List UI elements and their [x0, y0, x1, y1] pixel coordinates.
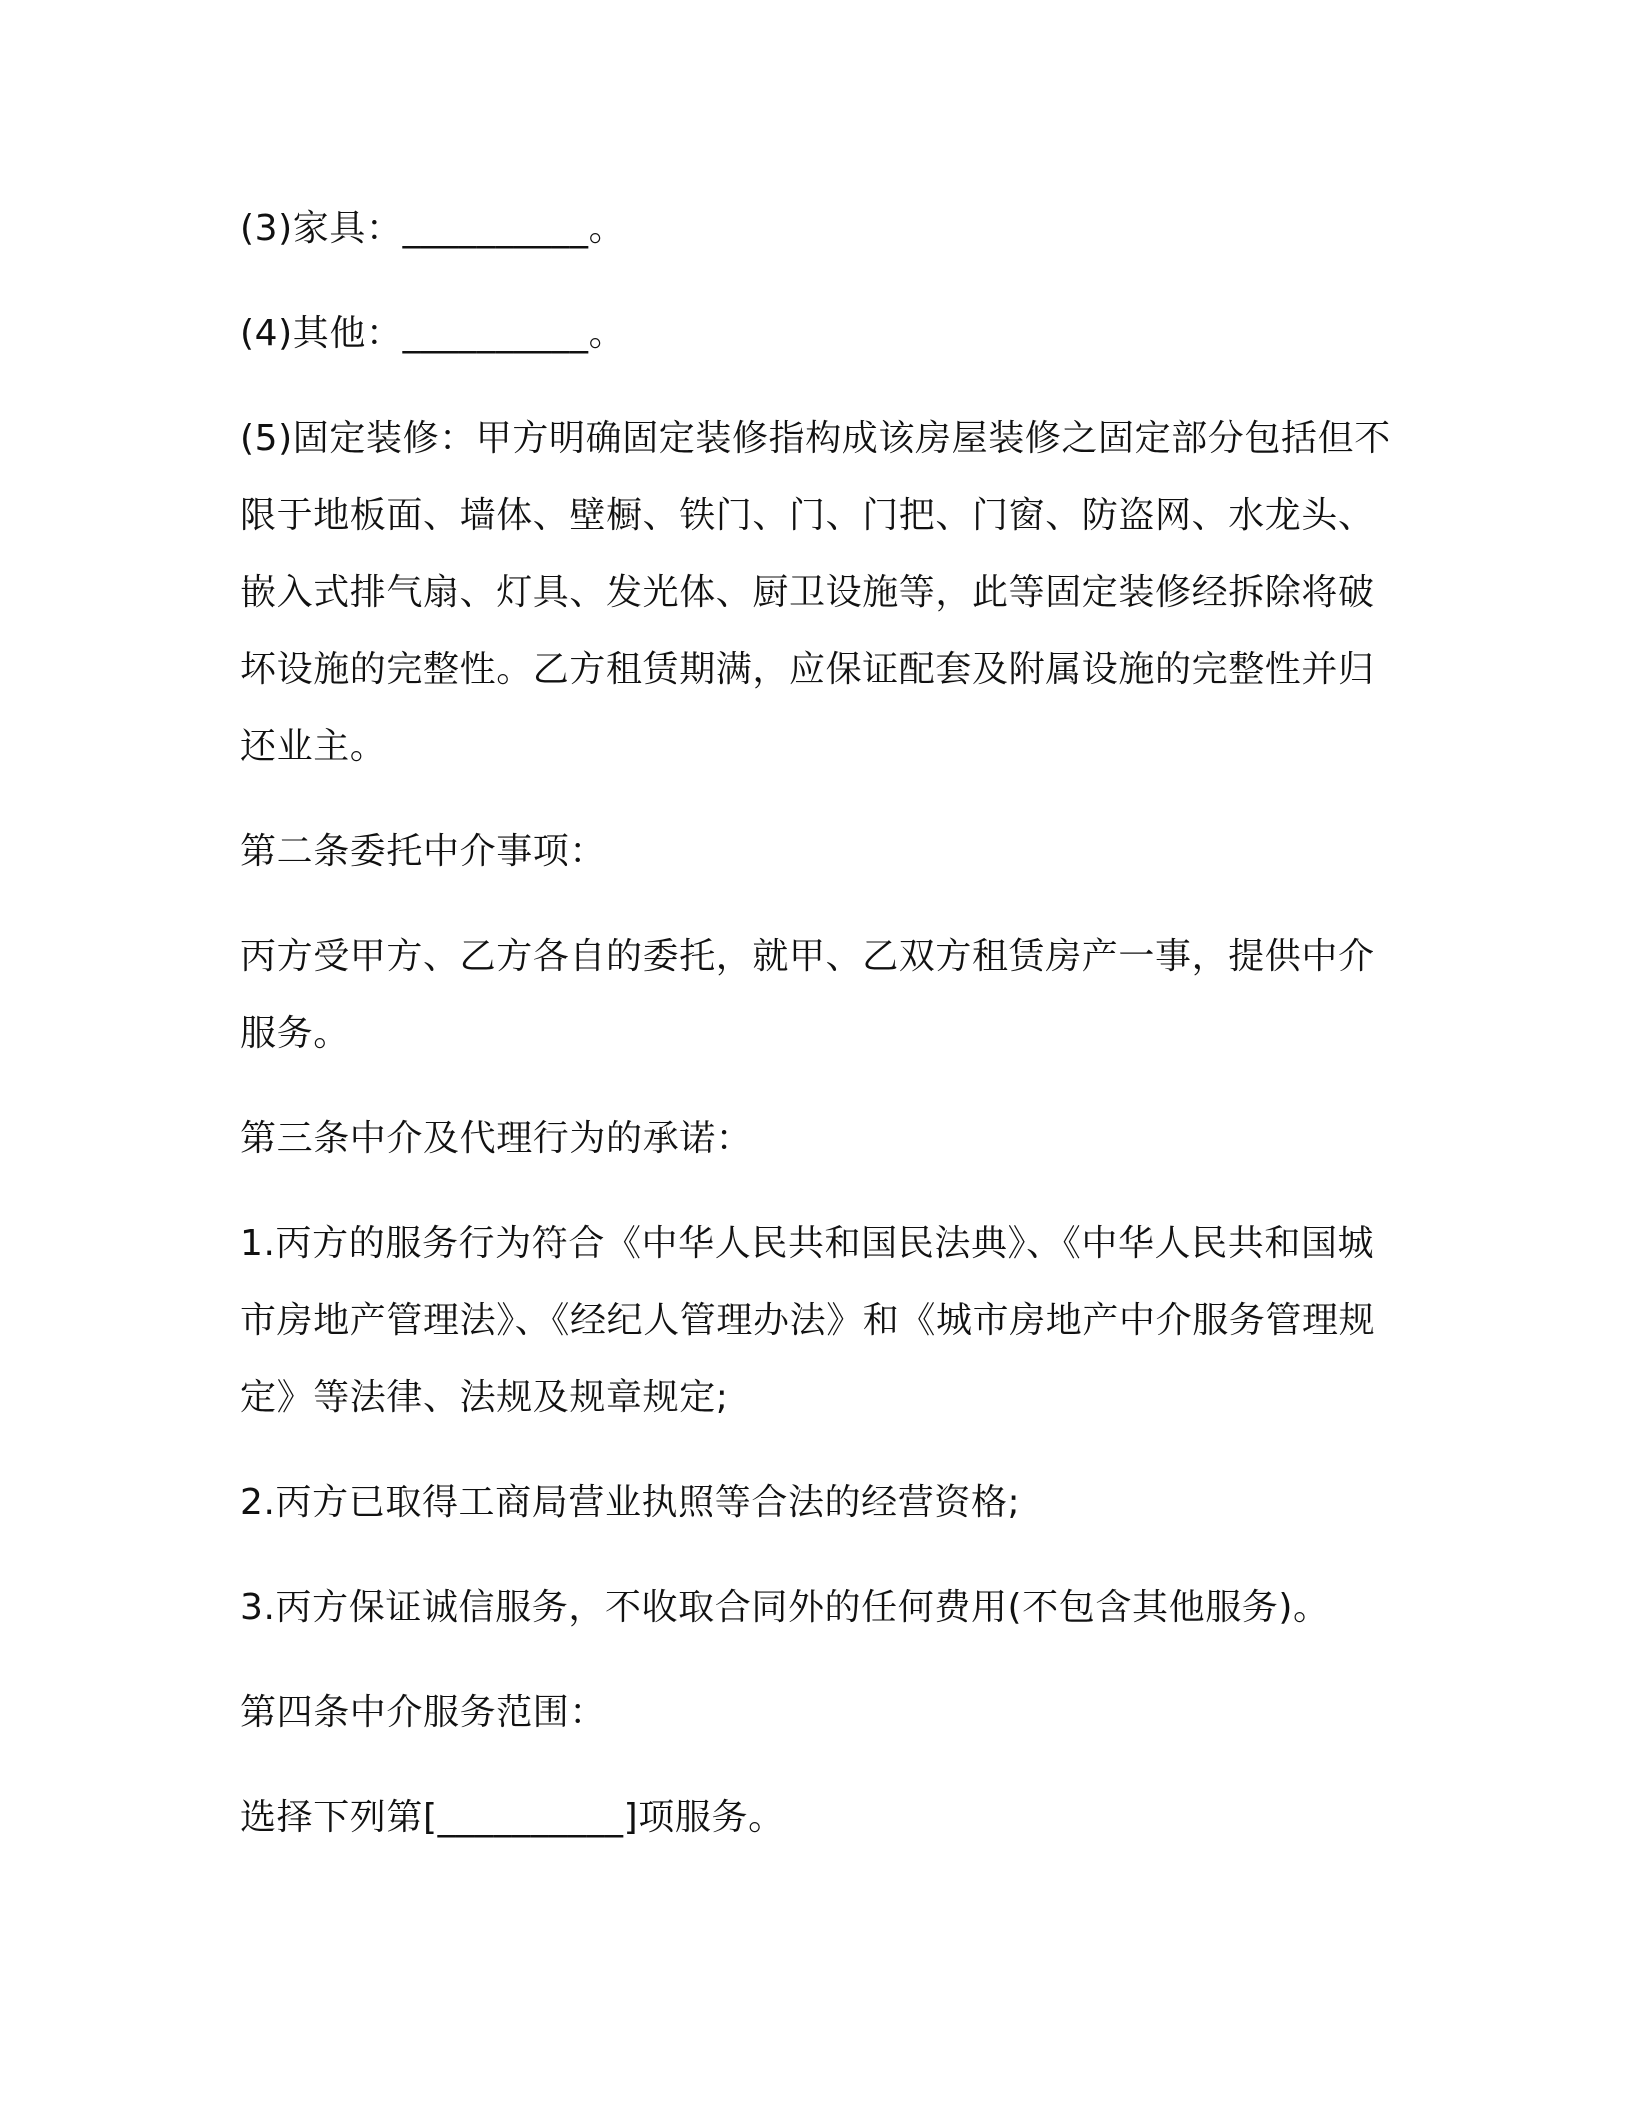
article-3-item-3: 3.丙方保证诚信服务，不收取合同外的任何费用(不包含其他服务)。 [240, 1587, 1330, 1628]
article-3-item-1: 1.丙方的服务行为符合《中华人民共和国民法典》、《中华人民共和国城市房地产管理法》、《经纪人管理办法》和《城市房地产中介服务管理规定》等法律、法规及规章规定; [240, 1223, 1376, 1418]
item-furniture: (3)家具：__________。 [240, 208, 626, 249]
article-3-heading: 第三条中介及代理行为的承诺： [240, 1118, 753, 1159]
item-fixed-decoration: (5)固定装修：甲方明确固定装修指构成该房屋装修之固定部分包括但不限于地板面、墙体、壁橱、铁门、门、门把、门窗、防盗网、水龙头、嵌入式排气扇、灯具、发光体、厨卫设施等，此等固定装修经拆除将破坏设施的完整性。乙方租赁期满，应保证配套及附属设施的完整性并归还业主。 [240, 418, 1391, 767]
article-3-item-2: 2.丙方已取得工商局营业执照等合法的经营资格; [240, 1482, 1021, 1523]
article-2-body: 丙方受甲方、乙方各自的委托，就甲、乙双方租赁房产一事，提供中介服务。 [240, 936, 1375, 1054]
article-4-heading: 第四条中介服务范围： [240, 1692, 607, 1733]
article-2-heading: 第二条委托中介事项： [240, 831, 607, 872]
document-page [240, 190, 1400, 1856]
article-4-body: 选择下列第[__________]项服务。 [240, 1797, 785, 1838]
item-other: (4)其他：__________。 [240, 313, 626, 354]
